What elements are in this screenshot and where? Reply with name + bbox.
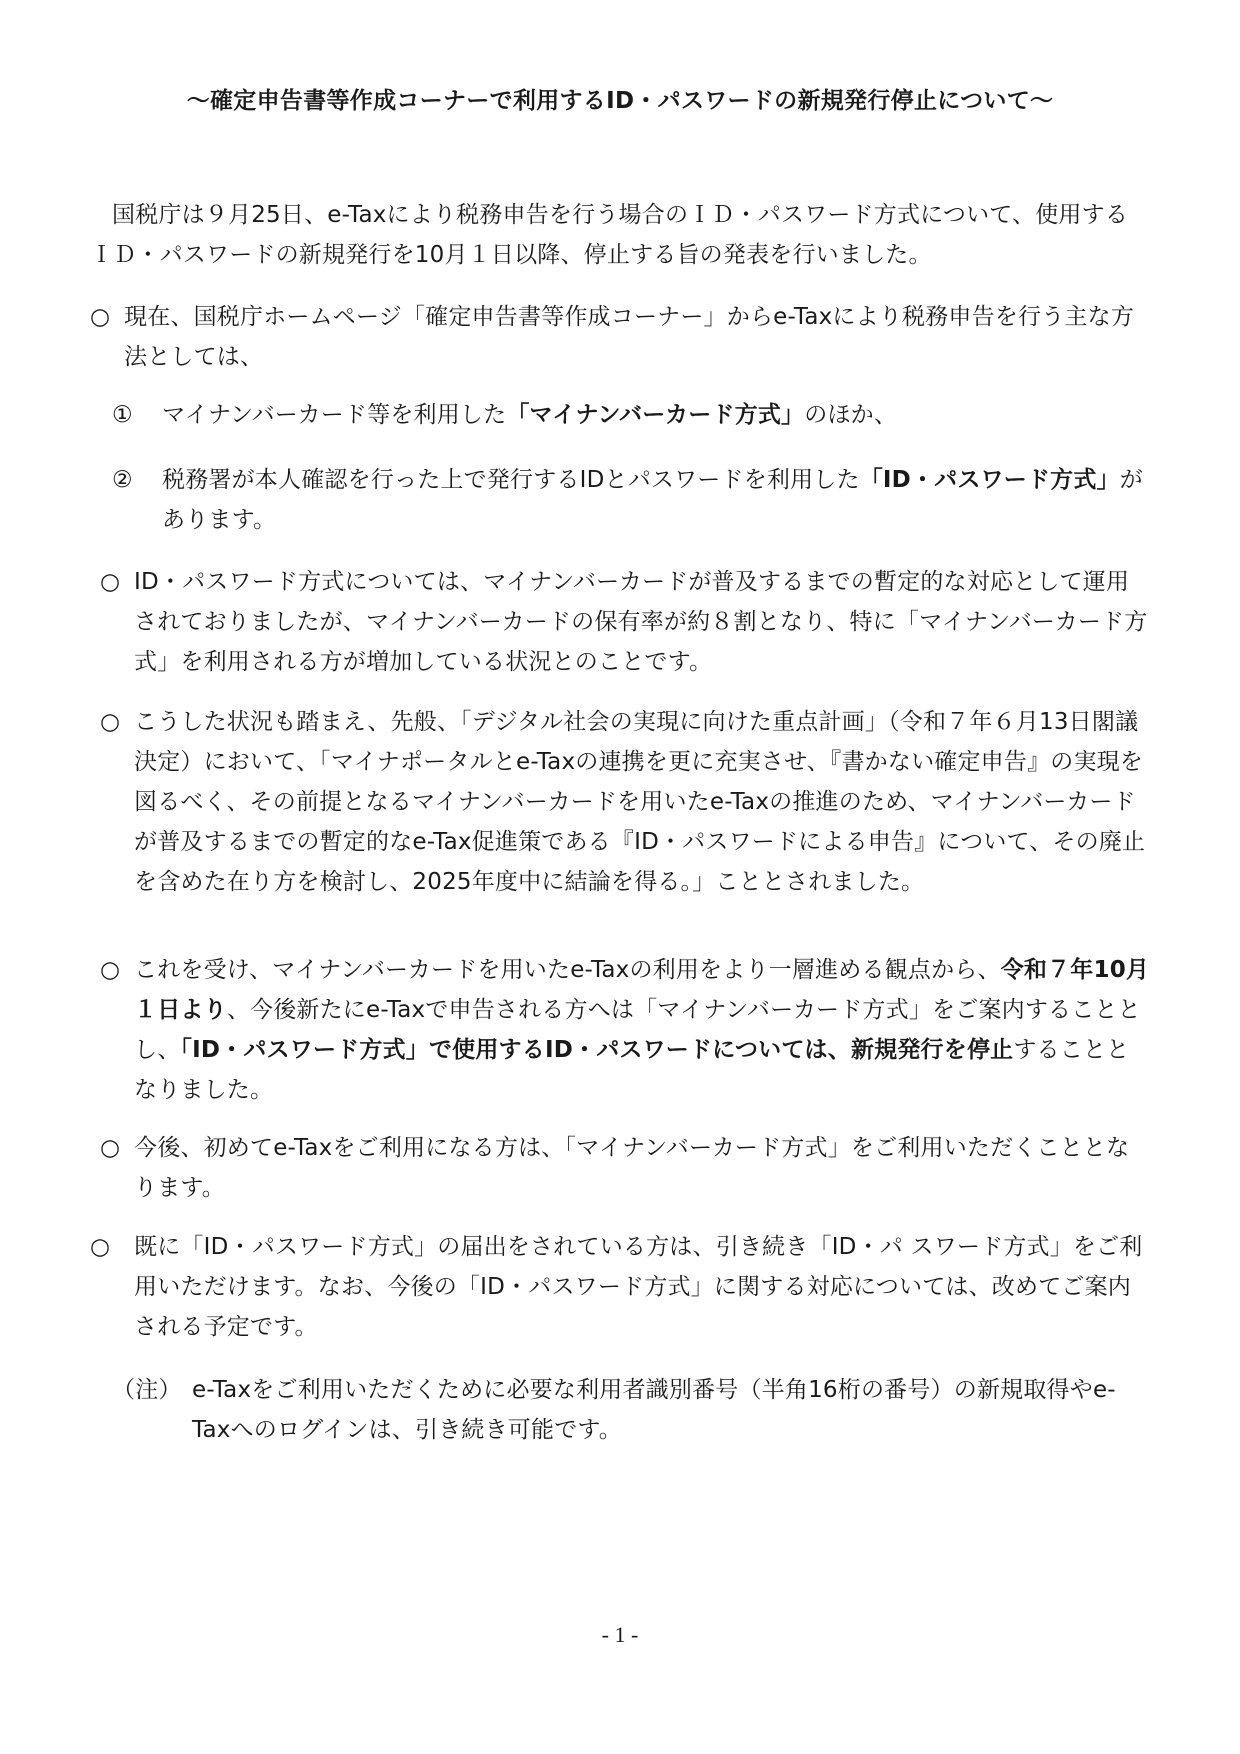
note-paragraph xyxy=(112,1370,1152,1450)
paragraph-methods xyxy=(90,297,1150,377)
list-item-mynumber-method xyxy=(112,395,1152,435)
note-text: e-Taxをご利用いただくために必要な利用者識別番号（半角16桁の番号）の新規取得やe-Taxへのログインは、引き続き可能です。 xyxy=(192,1377,1116,1443)
paragraph-suspension xyxy=(100,950,1152,1110)
list-item-idpw-method xyxy=(112,460,1152,540)
paragraph-text: 既に「ID・パスワード方式」の届出をされている方は、引き続き「ID・パ スワード方式」をご利用いただけます。なお、今後の「ID・パスワード方式」に関する対応については、改めてご案内される予定です。 xyxy=(134,1234,1143,1340)
paragraph-text: 現在、国税庁ホームページ「確定申告書等作成コーナー」からe-Taxにより税務申告を行う主な方法としては、 xyxy=(124,304,1135,370)
bullet-circle: ○ xyxy=(100,1135,121,1161)
paragraph-background xyxy=(100,562,1152,682)
bullet-circle: ○ xyxy=(100,957,121,983)
list-item-bold: 「ID・パスワード方式」 xyxy=(859,467,1120,493)
paragraph-text-mid: 、今後新たにe-Taxで申告される方へは「マイナンバーカード方式」をご案内することとし、 xyxy=(134,997,1141,1063)
list-item-text: 税務署が本人確認を行った上で発行するIDとパスワードを利用した xyxy=(162,467,860,493)
list-item-text-end: があります。 xyxy=(162,467,1143,533)
bullet-circle: ○ xyxy=(100,569,121,595)
bullet-circle: ○ xyxy=(90,304,111,330)
paragraph-text: こうした状況も踏まえ、先般、「デジタル社会の実現に向けた重点計画」（令和７年６月13日閣議決定）において、「マイナポータルとe-Taxの連携を更に充実させ、『書かない確定申告』の実現を図るべく、その前提となるマイナンバーカードを用いたe-Taxの推進のため、マイナンバーカードが普及するまでの暫定的なe-Tax促進策である『ID・パスワードによる申告』について、その廃止を含めた在り方を検討し、2025年度中に結論を得る。」こととされました。 xyxy=(134,709,1146,895)
suspension-notice-bold: 「ID・パスワード方式」で使用するID・パスワードについては、新規発行を停止 xyxy=(180,1037,1014,1063)
paragraph-existing-users xyxy=(90,1227,1152,1347)
list-item-bold: 「マイナンバーカード方式」 xyxy=(506,402,805,428)
document-title: 〜確定申告書等作成コーナーで利用するID・パスワードの新規発行停止について〜 xyxy=(186,88,1054,114)
bullet-circle: ○ xyxy=(90,1234,111,1260)
effective-date-bold: 令和７年10月１日より xyxy=(134,957,1150,1023)
list-item-text-end: のほか、 xyxy=(804,402,898,428)
paragraph-text: 今後、初めてe-Taxをご利用になる方は、「マイナンバーカード方式」をご利用いただくこととなります。 xyxy=(134,1135,1130,1201)
paragraph-text: ID・パスワード方式については、マイナンバーカードが普及するまでの暫定的な対応として運用されておりましたが、マイナンバーカードの保有率が約８割となり、特に「マイナンバーカード方式」を利用される方が増加している状況とのことです。 xyxy=(134,569,1148,675)
paragraph-text-end: することとなりました。 xyxy=(134,1037,1130,1103)
page-number: - 1 - xyxy=(601,1622,639,1647)
note-marker: （注） xyxy=(112,1377,182,1403)
paragraph-priority-plan xyxy=(100,702,1152,902)
list-marker-2: ② xyxy=(112,467,133,493)
bullet-circle: ○ xyxy=(100,709,121,735)
list-item-text: マイナンバーカード等を利用した xyxy=(162,402,507,428)
paragraph-text: これを受け、マイナンバーカードを用いたe-Taxの利用をより一層進める観点から、 xyxy=(134,957,1001,983)
list-marker-1: ① xyxy=(112,402,133,428)
intro-paragraph: 国税庁は９月25日、e-Taxにより税務申告を行う場合のＩＤ・パスワード方式について、使用するＩＤ・パスワードの新規発行を10月１日以降、停止する旨の発表を行いました。 xyxy=(90,202,1129,268)
paragraph-new-users xyxy=(100,1128,1152,1208)
